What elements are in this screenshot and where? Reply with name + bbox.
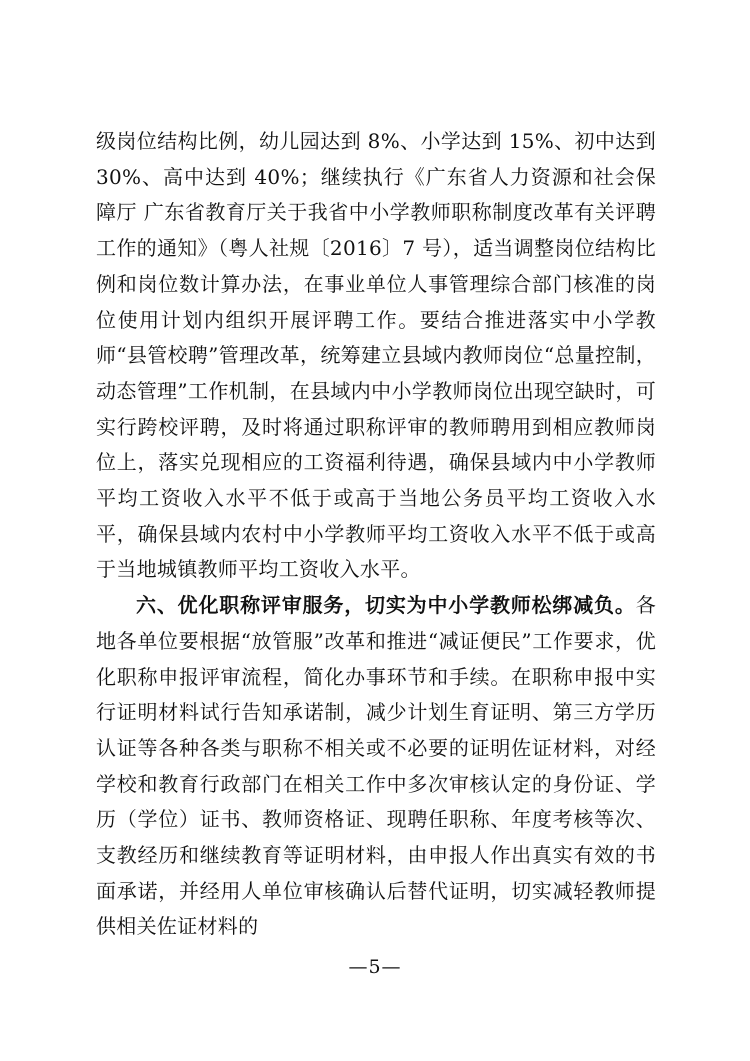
page-number: —5— — [348, 956, 402, 978]
paragraph-text: 各地各单位要根据“放管服”改革和推进“减证便民”工作要求，优化职称申报评审流程，简化办事环节和手续。在职称申报中实行证明材料试行告知承诺制，减少计划生育证明、第三方学历认证等各种各类与职称不相关或不必要的证明佐证材料，对经学校和教育行政部门在相关工作中多次审核认定的身份证、学历（学位）证书、教师资格证、现聘任职称、年度考核等次、支教经历和继续教育等证明材料，由申报人作出真实有效的书面承诺，并经用人单位审核确认后替代证明，切实减轻教师提供相关佐证材料的 — [96, 593, 656, 939]
document-body — [96, 124, 656, 945]
paragraph-continuation — [96, 124, 656, 588]
paragraph-section-six — [96, 588, 656, 945]
section-heading: 六、优化职称评审服务，切实为中小学教师松绑减负。 — [136, 593, 636, 618]
paragraph-text: 级岗位结构比例，幼儿园达到 8%、小学达到 15%、初中达到 30%、高中达到 40%；继续执行《广东省人力资源和社会保障厅 广东省教育厅关于我省中小学教师职称制度改革有关评聘工作的通知》（粤人社规〔2016〕7 号），适当调整岗位结构比例和岗位数计算办法，在事业单位人事管理综合部门核准的岗位使用计划内组织开展评聘工作。要结合推进落实中小学教师“县管校聘”管理改革，统筹建立县域内教师岗位“总量控制，动态管理”工作机制，在县域内中小学教师岗位出现空缺时，可实行跨校评聘，及时将通过职称评审的教师聘用到相应教师岗位上，落实兑现相应的工资福利待遇，确保县域内中小学教师平均工资收入水平不低于或高于当地公务员平均工资收入水平，确保县域内农村中小学教师平均工资收入水平不低于或高于当地城镇教师平均工资收入水平。 — [96, 129, 656, 582]
